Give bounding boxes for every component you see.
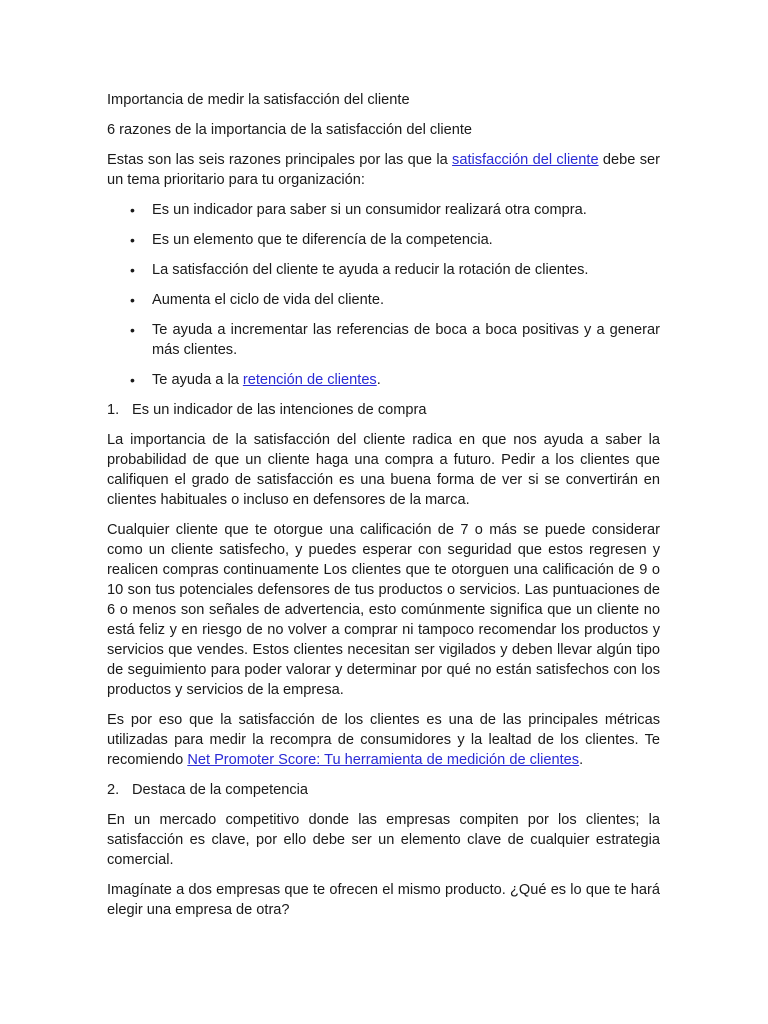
retencion-link[interactable]: retención de clientes — [242, 372, 377, 388]
list-item-text: Te ayuda a incrementar las referencias de boca a boca positivas y a generar más clientes. — [152, 322, 660, 358]
document-subtitle: 6 razones de la importancia de la satisfacción del cliente — [107, 122, 473, 138]
section-2-paragraph-1: En un mercado competitivo donde las empresas compiten por los clientes; la satisfacción es clave, por ello debe ser un elemento clave de cualquier estrategia comercial. — [107, 812, 660, 868]
intro-text-after: debe ser un tema prioritario para tu organización: — [107, 152, 660, 188]
bullet-icon: • — [130, 322, 135, 338]
list-item — [107, 200, 660, 220]
section-1-paragraph-3 — [107, 710, 660, 770]
section-2-number: 2. — [107, 782, 120, 798]
section-2-title: Destaca de la competencia — [132, 782, 309, 798]
bullet-icon: • — [130, 232, 135, 248]
section-1-p3-after: . — [579, 752, 584, 768]
section-1-paragraph-2: Cualquier cliente que te otorgue una calificación de 7 o más se puede considerar como un cliente satisfecho, y puedes esperar con seguridad que estos regresen y realicen compras continuamente Los clientes que te otorguen una calificación de 9 o 10 son tus potenciales defensores de tus productos o servicios. Las puntuaciones de 6 o menos son señales de advertencia, esto comúnmente significa que un cliente no está feliz y en riesgo de no volver a comprar ni tampoco recomendar los productos y servicios que vendes. Estos clientes necesitan ser vigilados y deben llevar algún tipo de seguimiento para poder valorar y determinar por qué no están satisfechos con los productos y servicios de la empresa. — [107, 522, 660, 698]
reasons-list — [107, 200, 660, 390]
list-item — [107, 370, 660, 390]
list-item-text: Aumenta el ciclo de vida del cliente. — [152, 292, 385, 308]
list-item — [107, 230, 660, 250]
section-1-heading — [107, 400, 660, 420]
document-title: Importancia de medir la satisfacción del cliente — [107, 92, 410, 108]
section-2-paragraph-2: Imagínate a dos empresas que te ofrecen el mismo producto. ¿Qué es lo que te hará elegir una empresa de otra? — [107, 882, 660, 918]
section-2-heading — [107, 780, 660, 800]
section-1-p3-before: Es por eso que la satisfacción de los clientes es una de las principales métricas utilizadas para medir la recompra de consumidores y la lealtad de los clientes. Te recomiendo — [107, 712, 660, 768]
list-item-text — [152, 372, 381, 388]
document-page — [107, 90, 660, 930]
section-1-number: 1. — [107, 402, 120, 418]
bullet-icon: • — [130, 372, 135, 388]
list-item — [107, 290, 660, 310]
net-promoter-score-link[interactable]: Net Promoter Score: Tu herramienta de medición de clientes — [187, 752, 580, 768]
list-item — [107, 320, 660, 360]
intro-paragraph — [107, 150, 660, 190]
last-bullet-text-before: Te ayuda a la — [152, 372, 243, 388]
list-item-text: La satisfacción del cliente te ayuda a reducir la rotación de clientes. — [152, 262, 589, 278]
section-1-paragraph-1: La importancia de la satisfacción del cliente radica en que nos ayuda a saber la probabilidad de que un cliente haga una compra a futuro. Pedir a los clientes que califiquen el grado de satisfacción es una buena forma de ver si se convertirán en clientes habituales o incluso en defensores de la marca. — [107, 432, 660, 508]
satisfaccion-link[interactable]: satisfacción del cliente — [452, 152, 599, 168]
bullet-icon: • — [130, 202, 135, 218]
list-item-text: Es un indicador para saber si un consumidor realizará otra compra. — [152, 202, 587, 218]
bullet-icon: • — [130, 262, 135, 278]
intro-text-before: Estas son las seis razones principales por las que la — [107, 152, 453, 168]
list-item — [107, 260, 660, 280]
list-item-text: Es un elemento que te diferencía de la competencia. — [152, 232, 493, 248]
bullet-icon: • — [130, 292, 135, 308]
section-1-title: Es un indicador de las intenciones de compra — [132, 402, 427, 418]
last-bullet-text-after: . — [376, 372, 381, 388]
